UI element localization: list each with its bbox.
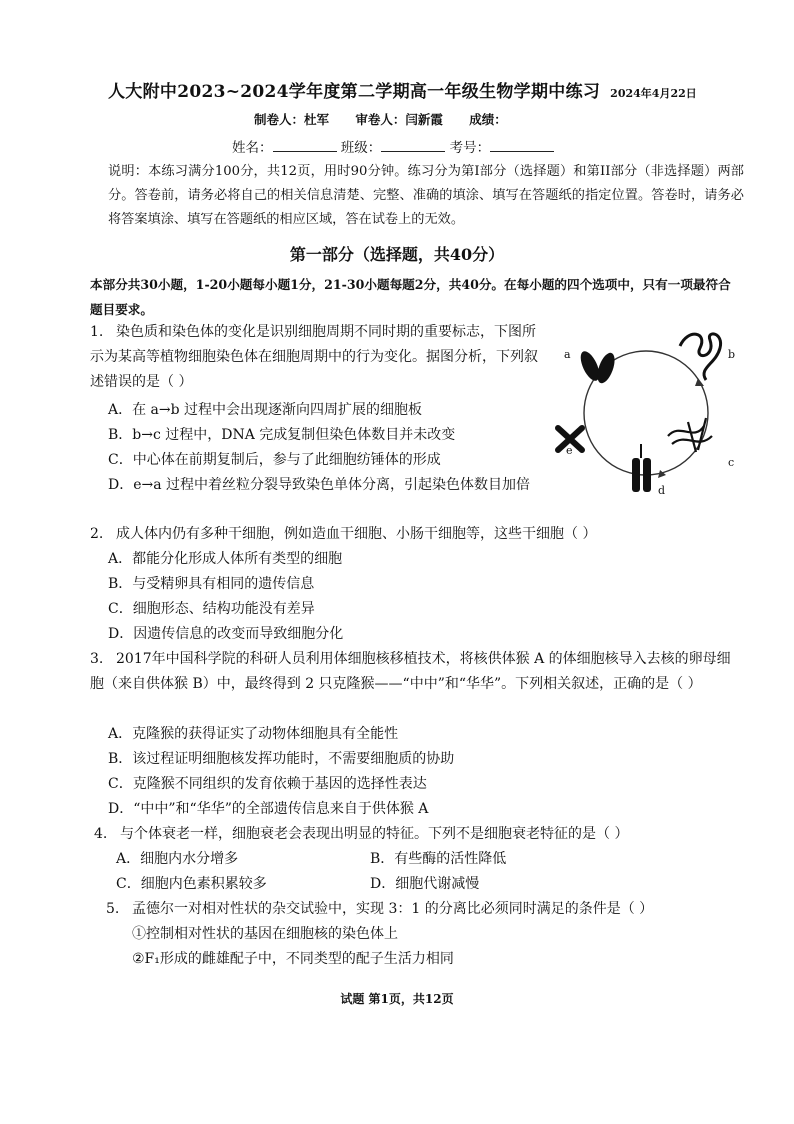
stage-b-chromatin [680,334,721,380]
name-label: 姓名： [232,140,273,156]
stage-c-chromatin [668,418,712,452]
option-4d: D．细胞代谢减慢 [370,876,480,892]
name-blank[interactable] [273,138,337,152]
option-3c: C．克隆猴不同组织的发育依赖于基因的选择性表达 [108,776,427,792]
question-4 [94,822,744,847]
cycle-arrow-icon [658,470,666,478]
stage-label-a: a [564,348,571,361]
id-blank[interactable] [490,138,554,152]
stage-label-e: e [566,444,573,457]
stage-label-c: c [728,456,735,469]
option-1c: C．中心体在前期复制后，参与了此细胞纺锤体的形成 [108,452,441,468]
stage-d-chromosome [632,444,651,492]
id-label: 考号： [449,140,491,156]
stage-label-d: d [658,484,666,497]
reviewer-name: 审卷人：闫新霞 [355,112,443,127]
class-label: 班级： [340,140,382,156]
exam-date: 2024年4月22日 [610,87,697,100]
condition-2: ②F₁形成的雌雄配子中，不同类型的配子生活力相同 [132,951,454,967]
option-4a: A．细胞内水分增多 [116,851,239,867]
maker-name: 制卷人：杜军 [254,112,330,127]
question-stem: 与个体衰老一样，细胞衰老会表现出明显的特征。下列不是细胞衰老特征的是（ ） [120,826,629,842]
option-2c: C．细胞形态、结构功能没有差异 [108,601,315,617]
stage-label-b: b [728,348,736,361]
option-1d: D．e→a 过程中着丝粒分裂导致染色单体分离，引起染色体数目加倍 [108,477,531,493]
question-stem: 孟德尔一对相对性状的杂交试验中，实现 3：1 的分离比必须同时满足的条件是（ ） [132,901,654,917]
option-2a: A．都能分化形成人体所有类型的细胞 [108,551,343,567]
exam-instructions: 说明：本练习满分100分，共12页，用时90分钟。练习分为第I部分（选择题）和第II部分（非选择题）两部分。答卷前，请务必将自己的相关信息清楚、完整、准确的填涂、填写在答题纸的指定位置。答卷时，请务必将答案填涂、填写在答题纸的相应区域，答在试卷上的无效。 [108,164,744,227]
question-1 [90,320,540,395]
question-2 [90,522,740,547]
cycle-arrow-icon [695,378,704,386]
option-3b: B．该过程证明细胞核发挥功能时，不需要细胞质的协助 [108,751,455,767]
cell-cycle-diagram [548,318,743,503]
question-number: 3. [90,651,104,667]
stage-a-chromosome [577,349,618,386]
score-label: 成绩： [469,112,507,127]
option-1b: B．b→c 过程中，DNA 完成复制但染色体数目并未改变 [108,427,456,443]
question-stem: 成人体内仍有多种干细胞，例如造血干细胞、小肠干细胞等，这些干细胞（ ） [116,526,597,542]
maker-line [254,110,529,128]
exam-title: 人大附中2023~2024学年度第二学期高一年级生物学期中练习 [108,82,601,102]
question-stem: 2017年中国科学院的科研人员利用体细胞核移植技术，将核供体猴 A 的体细胞核导入去核的卵母细胞（来自供体猴 B）中，最终得到 2 只克隆猴——“中中”和“华华”。下列相关叙述，正确的是（ ） [90,651,731,692]
section-title: 第一部分（选择题，共40分） [289,245,505,264]
option-2d: D．因遗传信息的改变而导致细胞分化 [108,626,344,642]
question-number: 2. [90,526,104,542]
option-1a: A．在 a→b 过程中会出现逐渐向四周扩展的细胞板 [108,402,423,418]
student-info-fields [232,136,554,156]
question-number: 5. [106,901,120,917]
question-stem: 染色质和染色体的变化是识别细胞周期不同时期的重要标志，下图所示为某高等植物细胞染色体在细胞周期中的行为变化。据图分析，下列叙述错误的是（ ） [90,324,538,390]
option-2b: B．与受精卵具有相同的遗传信息 [108,576,315,592]
option-4c: C．细胞内色素积累较多 [116,876,267,892]
question-number: 4. [94,826,108,842]
question-5 [106,897,746,922]
section-note: 本部分共30小题，1-20小题每小题1分，21-30小题每题2分，共40分。在每小题的四个选项中，只有一项最符合题目要求。 [90,277,731,317]
exam-header [108,77,748,102]
option-3a: A．克隆猴的获得证实了动物体细胞具有全能性 [108,726,399,742]
option-4b: B．有些酶的活性降低 [370,851,507,867]
question-3 [90,647,740,697]
condition-1: ①控制相对性状的基因在细胞核的染色体上 [132,926,398,942]
question-number: 1. [90,324,104,340]
class-blank[interactable] [381,138,445,152]
page-footer: 试题 第1页，共12页 [340,992,454,1006]
option-3d: D．“中中”和“华华”的全部遗传信息来自于供体猴 A [108,801,429,817]
